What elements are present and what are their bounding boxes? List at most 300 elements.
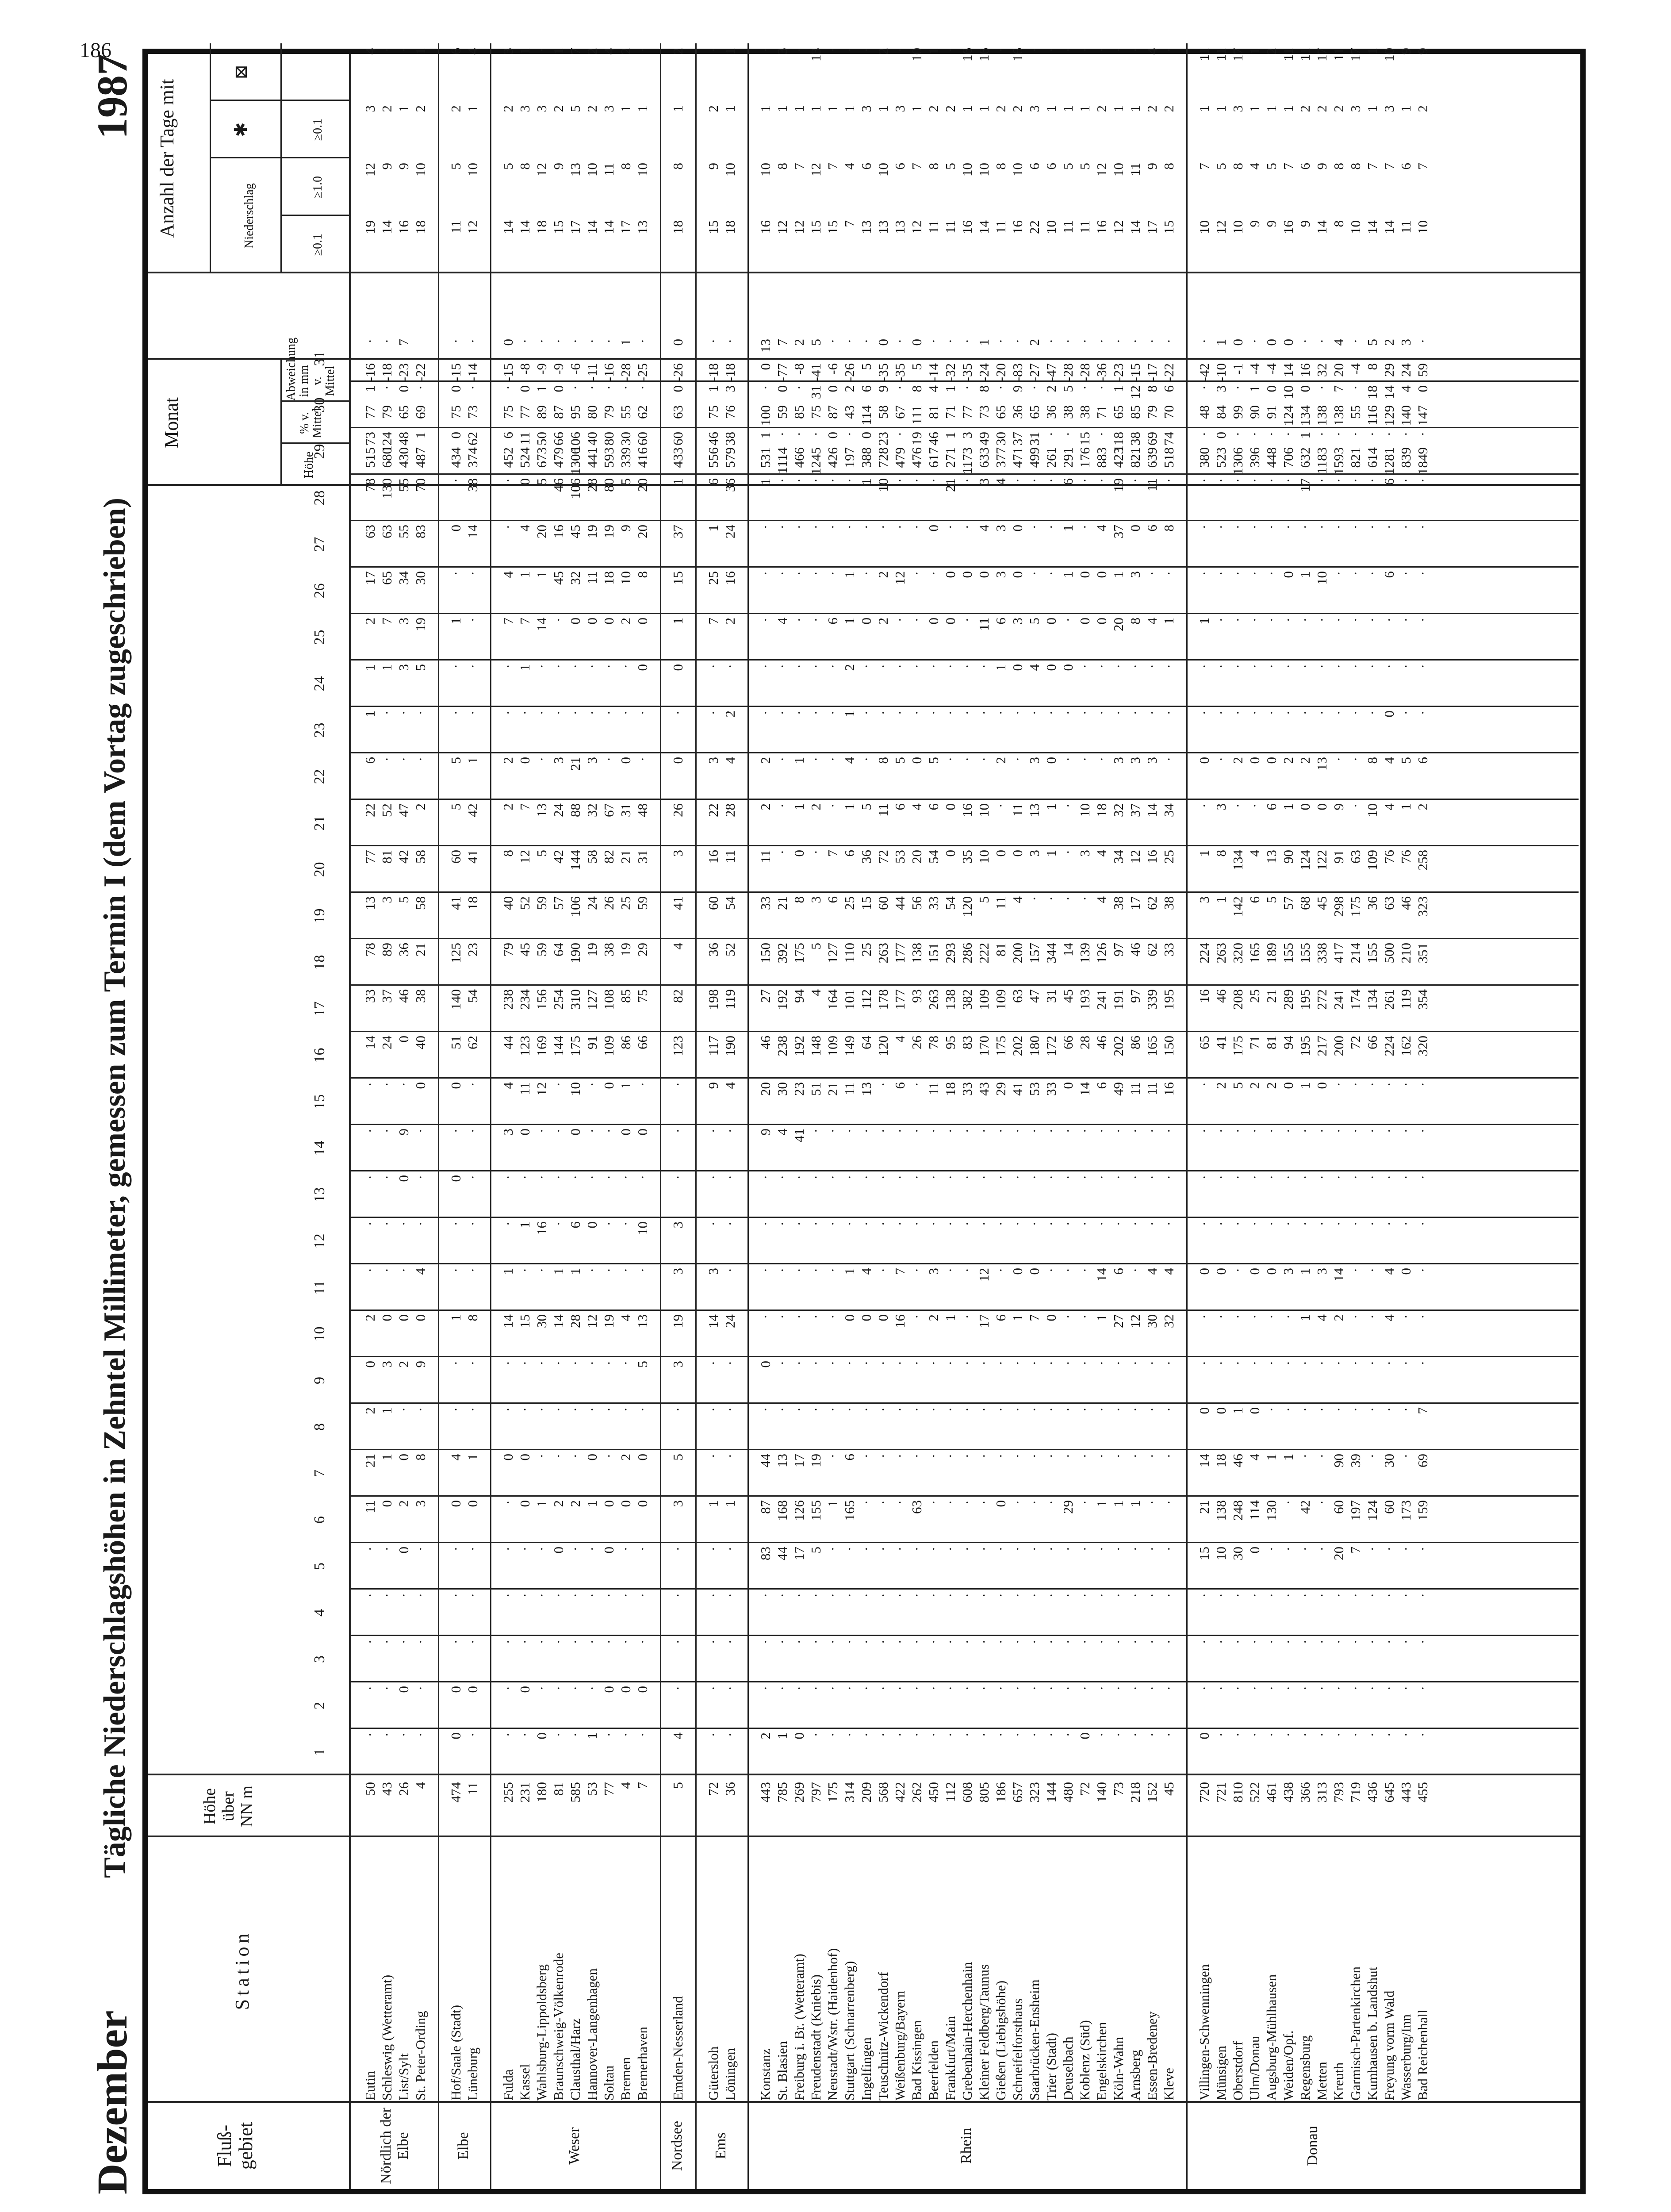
daily-value: 134 xyxy=(1230,850,1246,871)
monthly-value: · xyxy=(1027,48,1042,53)
daily-value: 1 xyxy=(551,1268,566,1275)
station-elevation: 480 xyxy=(1060,1782,1076,1803)
daily-value: · xyxy=(1280,1361,1296,1366)
daily-value: · xyxy=(825,1361,840,1366)
station-name: Engelskirchen xyxy=(1094,2022,1109,2101)
daily-value: · xyxy=(1264,1221,1279,1226)
daily-value: · xyxy=(1348,1129,1363,1133)
daily-value: · xyxy=(517,1640,533,1644)
monthly-value: 3 xyxy=(1348,105,1363,112)
daily-value: 238 xyxy=(774,1036,790,1056)
daily-value: · xyxy=(1264,478,1279,483)
day-number: 2 xyxy=(311,1702,328,1709)
monthly-value: 75 xyxy=(500,405,516,419)
daily-value: · xyxy=(1043,1454,1059,1459)
daily-value: · xyxy=(808,1593,824,1598)
monthly-value: 16 xyxy=(959,220,975,234)
monthly-value: 11 xyxy=(943,220,958,234)
daily-value: 37 xyxy=(1127,803,1143,817)
daily-value: 32 xyxy=(584,803,600,817)
daily-value: · xyxy=(567,385,583,390)
daily-value: 11 xyxy=(758,850,773,863)
station-name: Regensburg xyxy=(1297,2035,1313,2101)
daily-value: 31 xyxy=(635,850,650,864)
daily-value: · xyxy=(448,571,464,576)
daily-value: · xyxy=(1280,1175,1296,1180)
monthly-value: 9 xyxy=(1297,220,1313,227)
daily-value: 0 xyxy=(1077,1732,1092,1740)
daily-value: · xyxy=(1077,525,1092,530)
daily-value: 138 xyxy=(909,943,924,964)
daily-value: · xyxy=(379,1640,395,1644)
monthly-value: 728 xyxy=(875,447,891,468)
daily-value: 108 xyxy=(601,989,617,1010)
monthly-value: 2 xyxy=(1297,105,1313,112)
days-with-header: Anzahl der Tage mit xyxy=(156,79,178,238)
monthly-value: · xyxy=(396,48,411,53)
monthly-value: -6 xyxy=(567,363,583,375)
daily-value: · xyxy=(1331,1640,1346,1644)
daily-value: · xyxy=(858,1407,874,1412)
daily-value: · xyxy=(1415,1082,1430,1087)
daily-value: · xyxy=(601,1732,617,1737)
daily-value: · xyxy=(448,1268,464,1273)
daily-value: · xyxy=(413,1593,428,1598)
daily-value: · xyxy=(584,1547,600,1551)
daily-value: 11 xyxy=(517,1082,533,1095)
daily-value: · xyxy=(1264,1547,1279,1551)
daily-value: 175 xyxy=(1348,896,1363,917)
monthly-value: 73 xyxy=(976,405,992,419)
daily-value: 9 xyxy=(705,1082,721,1089)
month-subrule xyxy=(280,360,282,486)
daily-value: 31 xyxy=(808,385,824,399)
monthly-value: -24 xyxy=(976,363,992,382)
daily-value: 0 xyxy=(584,1221,600,1229)
daily-value: · xyxy=(959,757,975,762)
daily-value: 3 xyxy=(1127,757,1143,764)
daily-value: · xyxy=(448,1129,464,1133)
daily-value: · xyxy=(1043,1221,1059,1226)
daily-value: 1 xyxy=(1264,1454,1279,1461)
daily-value: · xyxy=(1060,1547,1076,1551)
daily-value: · xyxy=(1398,618,1414,622)
snow-ge-subheader: ≥0.1 xyxy=(311,118,325,141)
daily-value: · xyxy=(926,1454,941,1459)
daily-value: · xyxy=(1280,1314,1296,1319)
station-elevation: 422 xyxy=(892,1782,908,1803)
daily-value: 6 xyxy=(993,618,1008,625)
daily-value: 7 xyxy=(517,803,533,810)
daily-value: · xyxy=(1060,710,1076,715)
daily-value: 59 xyxy=(534,943,549,956)
daily-value: · xyxy=(1077,1640,1092,1644)
daily-value: 0 xyxy=(635,1500,650,1507)
daily-value: 41 xyxy=(670,896,686,910)
daily-value: · xyxy=(567,1361,583,1366)
daily-value: · xyxy=(1027,1500,1042,1505)
daily-value: 21 xyxy=(618,850,633,864)
station-row xyxy=(567,43,583,2189)
daily-value: · xyxy=(1331,710,1346,715)
daily-value: 13 xyxy=(635,1314,650,1328)
monthly-value: 1 xyxy=(825,105,840,112)
daily-value: 175 xyxy=(791,943,807,964)
daily-value: · xyxy=(413,1129,428,1133)
daily-value: · xyxy=(413,1732,428,1737)
station-elevation: 152 xyxy=(1144,1782,1160,1803)
daily-value: · xyxy=(379,1221,395,1226)
daily-value: · xyxy=(1111,1640,1126,1644)
monthly-value: 91 xyxy=(1264,405,1279,419)
daily-value: · xyxy=(448,478,464,483)
daily-value: · xyxy=(1196,1221,1212,1226)
daily-value: · xyxy=(618,1268,633,1273)
daily-value: · xyxy=(774,710,790,715)
monthly-value: -18 xyxy=(379,363,395,382)
station-row xyxy=(551,43,567,2189)
monthly-value: 4 xyxy=(601,48,617,55)
daily-value: 4 xyxy=(618,1314,633,1321)
monthly-value: 7 xyxy=(567,48,583,55)
daily-value: 39 xyxy=(1348,1454,1363,1467)
monthly-value: 3 xyxy=(517,105,533,112)
monthly-value: 1 xyxy=(808,105,824,112)
daily-value: · xyxy=(1348,571,1363,576)
station-name: Soltau xyxy=(601,2065,617,2101)
daily-value: · xyxy=(1230,1314,1246,1319)
daily-value: 3 xyxy=(993,571,1008,578)
daily-value: 2 xyxy=(842,385,857,392)
daily-value: 30 xyxy=(1230,1547,1246,1560)
monthly-value: 3 xyxy=(601,105,617,112)
monthly-value: -83 xyxy=(1010,363,1025,382)
daily-value: 263 xyxy=(1213,943,1229,964)
daily-value: · xyxy=(1027,478,1042,483)
daily-value: · xyxy=(774,1640,790,1644)
daily-value: 124 xyxy=(1364,1500,1380,1521)
daily-value: · xyxy=(1331,1082,1346,1087)
monthly-value: 1 xyxy=(1043,105,1059,112)
daily-value: · xyxy=(774,571,790,576)
daily-value: 11 xyxy=(1010,803,1025,817)
monthly-value: 10 xyxy=(584,163,600,177)
daily-value: · xyxy=(670,1082,686,1087)
daily-value: 5 xyxy=(808,1547,824,1554)
daily-value: 1 xyxy=(842,803,857,810)
daily-value: · xyxy=(959,1361,975,1366)
daily-value: 14 xyxy=(1381,385,1397,399)
group-divider xyxy=(660,43,661,2189)
daily-value: · xyxy=(858,525,874,530)
daily-value: 2 xyxy=(567,1500,583,1507)
monthly-value: 380 xyxy=(1196,447,1212,468)
daily-value: 5 xyxy=(892,757,908,764)
daily-value: 1 xyxy=(534,571,549,578)
daily-value: 69 xyxy=(1415,1454,1430,1467)
daily-value: · xyxy=(1381,1732,1397,1737)
monthly-value: 129 xyxy=(1381,405,1397,426)
daily-value: · xyxy=(705,1640,721,1644)
daily-value: 109 xyxy=(825,1036,840,1056)
daily-value: 40 xyxy=(584,432,600,445)
monthly-value: 1 xyxy=(722,105,738,112)
monthly-value: 138 xyxy=(1331,405,1346,426)
daily-value: 0 xyxy=(791,850,807,857)
daily-value: · xyxy=(1398,478,1414,483)
monthly-value: 12 xyxy=(465,220,480,234)
daily-value: 11 xyxy=(1127,1082,1143,1095)
daily-value: · xyxy=(1264,571,1279,576)
daily-value: · xyxy=(1297,1547,1313,1551)
daily-value: · xyxy=(1127,1732,1143,1737)
daily-value: · xyxy=(791,664,807,669)
daily-value: · xyxy=(670,710,686,715)
daily-value: · xyxy=(722,1175,738,1180)
station-row xyxy=(1010,43,1026,2189)
daily-value: 14 xyxy=(465,525,480,538)
daily-value: 25 xyxy=(858,943,874,956)
daily-value: 19 xyxy=(618,943,633,956)
day-number: 21 xyxy=(311,815,328,831)
pct-subheader: % v. Mittel xyxy=(298,407,325,438)
daily-value: · xyxy=(926,1361,941,1366)
daily-value: · xyxy=(909,1732,924,1737)
daily-value: · xyxy=(1161,1547,1177,1551)
daily-value: 1 xyxy=(705,1500,721,1507)
station-row xyxy=(943,43,958,2189)
monthly-value: 62 xyxy=(635,405,650,419)
station-name: Arnsberg xyxy=(1127,2050,1143,2101)
daily-value: 9 xyxy=(1010,385,1025,392)
daily-value: · xyxy=(976,1129,992,1133)
daily-value: · xyxy=(1010,1361,1025,1366)
daily-value: 1 xyxy=(500,1268,516,1275)
monthly-value: 95 xyxy=(567,405,583,419)
daily-value: 4 xyxy=(500,571,516,578)
daily-value: 150 xyxy=(758,943,773,964)
daily-value: 12 xyxy=(1127,385,1143,399)
daily-value: · xyxy=(825,1314,840,1319)
monthly-value: 14 xyxy=(379,220,395,234)
daily-value: 1 xyxy=(534,385,549,392)
daily-value: 169 xyxy=(534,1036,549,1056)
group-divider xyxy=(438,43,439,2189)
daily-value: 6 xyxy=(842,850,857,857)
daily-value: 5 xyxy=(1230,1082,1246,1089)
daily-value: 51 xyxy=(448,1036,464,1049)
daily-value: · xyxy=(892,478,908,483)
monthly-value: -23 xyxy=(396,363,411,382)
daily-value: · xyxy=(1027,1175,1042,1180)
daily-value: · xyxy=(1264,1593,1279,1598)
daily-value: · xyxy=(1027,1547,1042,1551)
daily-value: · xyxy=(465,1407,480,1412)
daily-value: · xyxy=(551,1686,566,1691)
monthly-value: 3 xyxy=(858,105,874,112)
daily-value: · xyxy=(1280,1732,1296,1737)
daily-value: 4 xyxy=(722,757,738,764)
daily-value: 29 xyxy=(1060,1500,1076,1514)
daily-value: · xyxy=(1060,339,1076,344)
station-elevation: 11 xyxy=(465,1782,480,1795)
daily-value: · xyxy=(808,1732,824,1737)
daily-value: · xyxy=(379,1129,395,1133)
daily-value: 1 xyxy=(1161,618,1177,625)
daily-value: 6 xyxy=(1415,757,1430,764)
daily-value: · xyxy=(825,757,840,762)
daily-value: 3 xyxy=(670,1500,686,1507)
monthly-value: 13 xyxy=(635,220,650,234)
day-number: 12 xyxy=(311,1233,328,1249)
daily-value: · xyxy=(1264,1361,1279,1366)
daily-value: · xyxy=(993,1221,1008,1226)
daily-value: 1 xyxy=(362,664,378,671)
daily-value: 33 xyxy=(926,896,941,910)
daily-value: 1 xyxy=(618,339,633,346)
daily-value: · xyxy=(601,1221,617,1226)
daily-value: 90 xyxy=(1331,1454,1346,1467)
daily-value: · xyxy=(1364,571,1380,576)
daily-value: 0 xyxy=(1230,339,1246,346)
monthly-value: 8 xyxy=(926,163,941,170)
daily-value: 30 xyxy=(618,432,633,445)
daily-value: 27 xyxy=(1111,1314,1126,1328)
daily-value: 82 xyxy=(601,850,617,864)
day-number: 20 xyxy=(311,862,328,877)
daily-value: · xyxy=(517,1732,533,1737)
daily-value: 202 xyxy=(1010,1036,1025,1056)
daily-value: 1 xyxy=(465,757,480,764)
daily-value: 0 xyxy=(517,1454,533,1461)
daily-value: · xyxy=(774,478,790,483)
monthly-value: 8 xyxy=(774,163,790,170)
monthly-value: · xyxy=(892,48,908,53)
monthly-value: 5 xyxy=(1264,163,1279,170)
daily-value: · xyxy=(1398,1454,1414,1459)
daily-value: 19 xyxy=(584,525,600,538)
daily-value: · xyxy=(465,1221,480,1226)
station-name: Bremen xyxy=(618,2057,633,2101)
daily-value: 8 xyxy=(1127,618,1143,625)
daily-value: · xyxy=(1161,1454,1177,1459)
daily-value: · xyxy=(1364,1221,1380,1226)
daily-value: 192 xyxy=(774,989,790,1010)
daily-value: · xyxy=(1264,1407,1279,1412)
station-name: Ingelfingen xyxy=(858,2037,874,2101)
monthly-value: -4 xyxy=(1247,363,1262,375)
station-row xyxy=(993,43,1009,2189)
station-header: Station xyxy=(231,1930,253,2010)
monthly-value: 9 xyxy=(1247,220,1262,227)
daily-value: 4 xyxy=(500,1082,516,1089)
daily-value: 10 xyxy=(875,478,891,492)
daily-value: 4 xyxy=(926,385,941,392)
daily-value: · xyxy=(825,1732,840,1737)
daily-value: · xyxy=(1247,1361,1262,1366)
monthly-value: 84 xyxy=(1213,405,1229,419)
daily-value: 1 xyxy=(584,1500,600,1507)
precipitation-table xyxy=(142,49,1586,2194)
daily-value: · xyxy=(1060,1314,1076,1319)
daily-value: 202 xyxy=(1111,1036,1126,1056)
station-name: Kleve xyxy=(1161,2067,1177,2101)
daily-value: 162 xyxy=(1398,1036,1414,1056)
daily-value: · xyxy=(1331,664,1346,669)
daily-value: · xyxy=(1213,710,1229,715)
daily-value: 3 xyxy=(705,1268,721,1275)
daily-value: 14 xyxy=(1077,1082,1092,1096)
monthly-value: 2 xyxy=(379,105,395,112)
daily-value: 0 xyxy=(1094,618,1109,625)
daily-value: · xyxy=(842,1547,857,1551)
daily-value: 159 xyxy=(1415,1500,1430,1521)
daily-value: 46 xyxy=(396,989,411,1003)
station-elevation: 209 xyxy=(858,1782,874,1803)
daily-value: 5 xyxy=(926,757,941,764)
daily-value: · xyxy=(808,1268,824,1273)
monthly-value: 2 xyxy=(551,105,566,112)
daily-value: 258 xyxy=(1415,850,1430,871)
daily-value: · xyxy=(926,1407,941,1412)
daily-value: 3 xyxy=(670,1361,686,1368)
monthly-value: 38 xyxy=(1060,405,1076,419)
daily-value: 2 xyxy=(362,1314,378,1321)
daily-value: 123 xyxy=(517,1036,533,1056)
monthly-value: 524 xyxy=(517,447,533,468)
daily-value: · xyxy=(413,1175,428,1180)
daily-value: 3 xyxy=(379,896,395,903)
daily-value: 29 xyxy=(993,1082,1008,1096)
daily-value: 0 xyxy=(362,1361,378,1368)
daily-value: · xyxy=(465,1082,480,1087)
daily-value: · xyxy=(1094,664,1109,669)
daily-value: · xyxy=(1314,1221,1330,1226)
daily-value: · xyxy=(1398,664,1414,669)
station-elevation: 366 xyxy=(1297,1782,1313,1803)
daily-value: 41 xyxy=(791,1129,807,1142)
monthly-value: 10 xyxy=(1010,163,1025,177)
daily-value: · xyxy=(1077,757,1092,762)
monthly-value: 1 xyxy=(551,48,566,55)
daily-value: 142 xyxy=(1230,896,1246,917)
monthly-value: 4 xyxy=(1247,163,1262,170)
daily-value: · xyxy=(791,1268,807,1273)
monthly-value: 633 xyxy=(976,447,992,468)
daily-value: · xyxy=(1077,1268,1092,1273)
station-row xyxy=(926,43,942,2189)
daily-value: · xyxy=(758,1268,773,1273)
daily-value: · xyxy=(1213,757,1229,762)
monthly-value: 1 xyxy=(842,105,857,112)
daily-value: · xyxy=(413,1686,428,1691)
monthly-value: 8 xyxy=(1161,163,1177,170)
daily-value: 44 xyxy=(774,1547,790,1560)
monthly-value: 423 xyxy=(1111,447,1126,468)
station-name: Gießen (Liebigshöhe) xyxy=(993,1980,1008,2101)
daily-value: · xyxy=(1398,571,1414,576)
monthly-value: 63 xyxy=(670,405,686,419)
ge10-subheader: ≥1.0 xyxy=(311,176,325,199)
daily-value: · xyxy=(1381,1686,1397,1691)
daily-value: 165 xyxy=(1144,1036,1160,1056)
daily-value: 5 xyxy=(618,478,633,485)
daily-value: 1 xyxy=(705,385,721,392)
daily-value: · xyxy=(1297,664,1313,669)
daily-value: · xyxy=(808,850,824,855)
daily-value: · xyxy=(396,710,411,715)
monthly-value: 13 xyxy=(858,220,874,234)
